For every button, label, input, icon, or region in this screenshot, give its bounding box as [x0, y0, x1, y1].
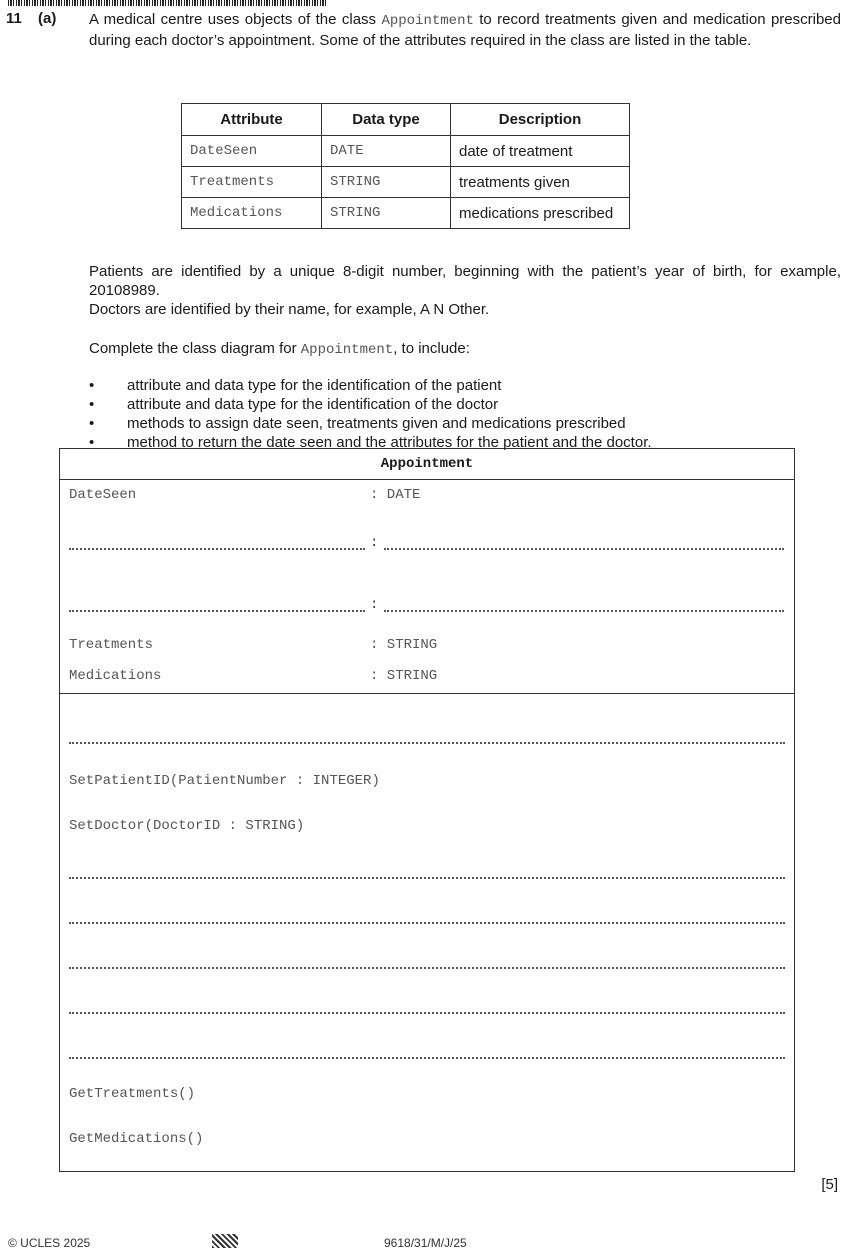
attribute-table [181, 103, 630, 229]
table-row [182, 198, 630, 229]
method-signature: SetPatientID(PatientNumber : INTEGER) [69, 773, 380, 789]
table-cell: medications prescribed [451, 198, 630, 229]
complete-class-name: Appointment [300, 342, 394, 358]
answer-line-attribute-name[interactable] [69, 609, 365, 612]
table-cell: treatments given [451, 167, 630, 198]
answer-line-attribute-name[interactable] [69, 547, 365, 550]
complete-instruction [89, 339, 841, 360]
table-cell: DATE [322, 136, 451, 167]
method-signature: GetMedications() [69, 1131, 204, 1147]
list-item [89, 376, 829, 395]
table-cell: Treatments [182, 167, 322, 198]
complete-text-start: Complete the class diagram for [89, 340, 301, 357]
list-item-text: method to return the date seen and the attributes for the patient and the doctor. [127, 434, 652, 451]
list-item-text: methods to assign date seen, treatments given and medications prescribed [127, 415, 626, 432]
header-description: Description [451, 104, 630, 136]
list-item-text: attribute and data type for the identification of the doctor [127, 396, 499, 413]
intro-text-end: to record treatments given and medication prescribed during each doctor’s appointment. Some of the attributes required in the class are listed in the table. [89, 11, 841, 49]
attribute-name: Medications [69, 668, 162, 684]
intro-class-name: Appointment [381, 13, 474, 29]
answer-line-method[interactable] [69, 921, 785, 924]
answer-line-method[interactable] [69, 1011, 785, 1014]
bullet-icon: • [89, 415, 95, 432]
qr-code-icon [212, 1234, 238, 1248]
attribute-type: : DATE [370, 487, 421, 503]
answer-line-method[interactable] [69, 966, 785, 969]
table-cell: STRING [322, 167, 451, 198]
intro-text-start: A medical centre uses objects of the class [89, 11, 382, 28]
answer-colon: : [370, 597, 379, 613]
attribute-type: : STRING [370, 668, 438, 684]
question-part: (a) [38, 10, 57, 27]
table-cell: date of treatment [451, 136, 630, 167]
answer-line-method[interactable] [69, 741, 785, 744]
answer-colon: : [370, 535, 379, 551]
top-barcode [8, 0, 328, 6]
method-signature: SetDoctor(DoctorID : STRING) [69, 818, 305, 834]
table-header-row [182, 104, 630, 136]
answer-line-method[interactable] [69, 1056, 785, 1059]
attribute-name: DateSeen [69, 487, 137, 503]
bullet-icon: • [89, 396, 95, 413]
section-divider [60, 693, 794, 694]
answer-line-method[interactable] [69, 876, 785, 879]
list-item [89, 395, 829, 414]
intro-paragraph [89, 10, 841, 50]
class-name: Appointment [60, 449, 794, 480]
patients-paragraph: Patients are identified by a unique 8-digit number, beginning with the patient’s year of birth, for example, 20108989. [89, 263, 841, 299]
question-number: 11 [6, 10, 22, 27]
table-row [182, 136, 630, 167]
table-cell: DateSeen [182, 136, 322, 167]
attribute-name: Treatments [69, 637, 154, 653]
bullet-icon: • [89, 377, 95, 394]
attribute-type: : STRING [370, 637, 438, 653]
list-item-text: attribute and data type for the identification of the patient [127, 377, 502, 394]
doctors-paragraph: Doctors are identified by their name, for example, A N Other. [89, 301, 490, 318]
bullet-icon: • [89, 434, 95, 451]
table-cell: STRING [322, 198, 451, 229]
method-signature: GetTreatments() [69, 1086, 196, 1102]
footer-paper-code: 9618/31/M/J/25 [384, 1236, 467, 1250]
answer-line-attribute-type[interactable] [384, 547, 784, 550]
marks-indicator: [5] [821, 1176, 838, 1193]
header-data-type: Data type [322, 104, 451, 136]
answer-line-attribute-type[interactable] [384, 609, 784, 612]
footer-copyright: © UCLES 2025 [8, 1236, 91, 1250]
requirements-list [89, 376, 829, 452]
class-diagram [59, 448, 795, 1172]
complete-text-end: , to include: [393, 340, 470, 357]
header-attribute: Attribute [182, 104, 322, 136]
table-cell: Medications [182, 198, 322, 229]
table-row [182, 167, 630, 198]
list-item [89, 414, 829, 433]
